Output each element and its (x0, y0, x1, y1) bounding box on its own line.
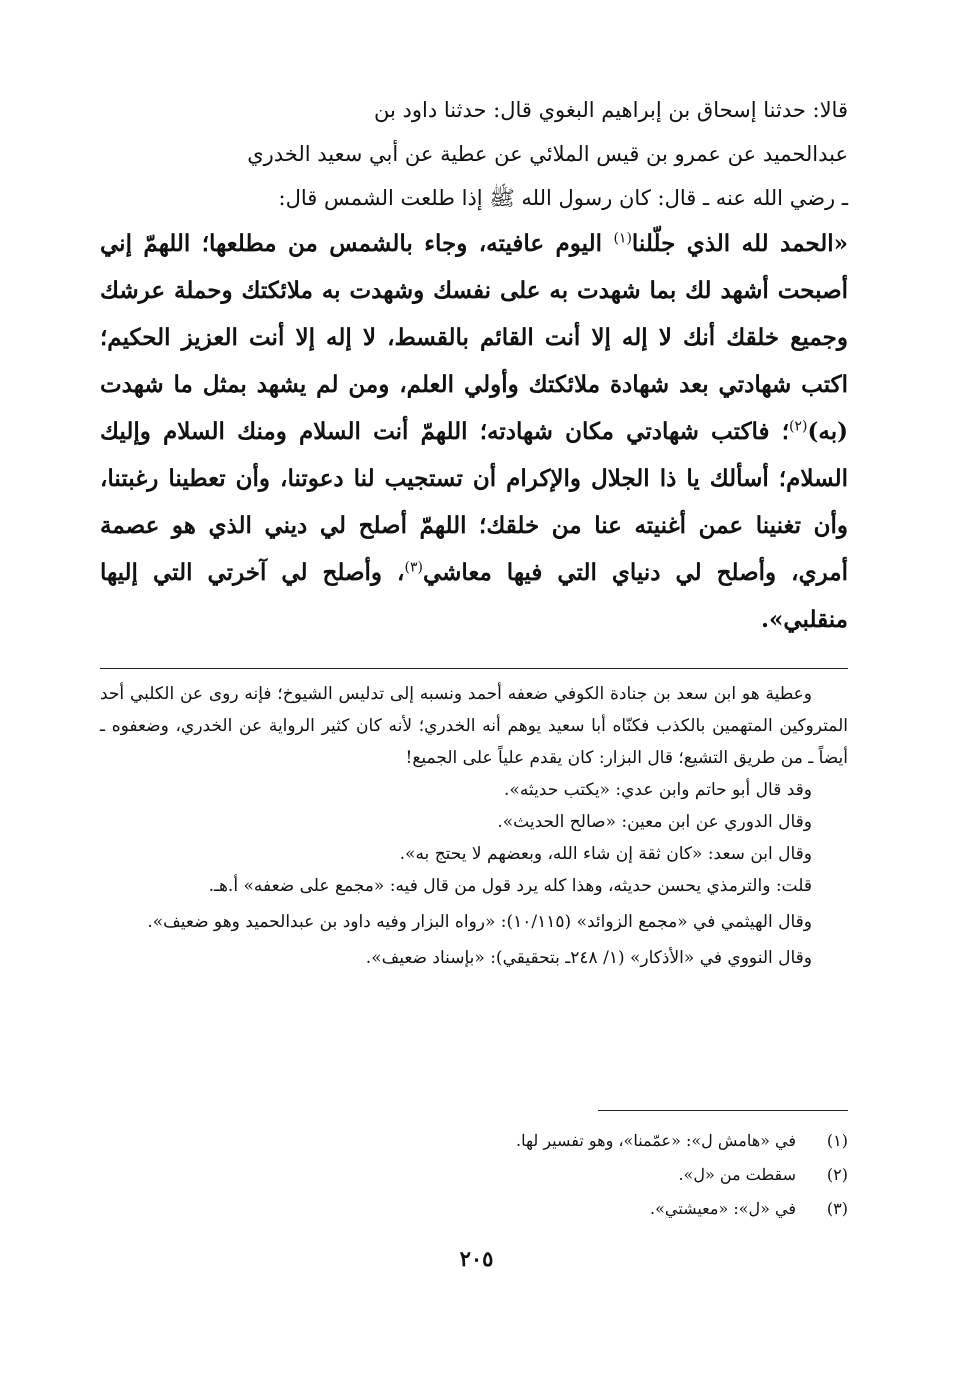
note-paragraph: وقد قال أبو حاتم وابن عدي: «يكتب حديثه». (504, 780, 812, 800)
notes-divider (100, 668, 848, 669)
footnote-ref-3[interactable]: (٣) (404, 559, 423, 576)
footnote-ref-2[interactable]: (٢) (789, 418, 808, 435)
hadith-part: ؛ فاكتب شهادتي مكان شهادته؛ اللهمّ أنت السلام ومنك السلام وإليك السلام؛ أسألك يا ذا الجلال والإكرام أن تستجيب لنا دعوتنا، وأن تعطينا رغبتنا، وأن تغنينا عمن أغنيته عنا من خلقك؛ اللهمّ أصلح لي ديني الذي هو عصمة أمري، وأصلح لي دنياي التي فيها معاشي (100, 418, 848, 586)
page-number: ٢٠٥ (459, 1246, 494, 1271)
note-paragraph: وقال الدوري عن ابن معين: «صالح الحديث». (497, 812, 812, 832)
note-paragraph: وقال النووي في «الأذكار» (١/ ٢٤٨ـ بتحقيقي): «بإسناد ضعيف». (365, 948, 812, 968)
footnote-number: (١) (826, 1131, 848, 1150)
hadith-part: «الحمد لله الذي جلّلنا (631, 230, 848, 257)
note-paragraph: وعطية هو ابن سعد بن جنادة الكوفي ضعفه أحمد ونسبه إلى تدليس الشيوخ؛ فإنه روى عن الكلبي أحد المتروكين المتهمين بالكذب فكنّاه أبا سعيد يوهم أنه الخدري؛ لأنه كان كثير الرواية عن الخدري، وضعفوه ـ أيضاً ـ من طريق التشيع؛ قال البزار: كان يقدم علياً على الجميع! (100, 684, 848, 768)
footnote-text: في «ل»: «معيشتي». (650, 1199, 796, 1218)
footnote-ref-1[interactable]: (١) (613, 230, 632, 247)
note-paragraph: قلت: والترمذي يحسن حديثه، وهذا كله يرد قول من قال فيه: «مجمع على ضعفه» أ.هـ. (208, 876, 812, 896)
intro-line: عبدالحميد عن عمرو بن قيس الملائي عن عطية عن أبي سعيد الخدري (247, 142, 848, 166)
footnotes-divider (598, 1110, 848, 1111)
commentary-notes (100, 678, 848, 974)
hadith-part: ، وأصلح لي آخرتي التي إليها منقلبي». (100, 559, 848, 633)
footnote-number: (٣) (826, 1199, 848, 1218)
footnote-item (100, 1192, 848, 1226)
intro-line: ـ رضي الله عنه ـ قال: كان رسول الله ﷺ إذا طلعت الشمس قال: (278, 186, 848, 210)
footnote-item (100, 1124, 848, 1158)
note-paragraph: وقال ابن سعد: «كان ثقة إن شاء الله، وبعضهم لا يحتج به». (399, 844, 812, 864)
note-paragraph: وقال الهيثمي في «مجمع الزوائد» (١٠/١١٥): «رواه البزار وفيه داود بن عبدالحميد وهو ضعيف». (147, 912, 812, 932)
footnote-text: في «هامش ل»: «عمّمنا»، وهو تفسير لها. (516, 1131, 796, 1150)
hadith-part: اليوم عافيته، وجاء بالشمس من مطلعها؛ اللهمّ إني أصبحت أشهد لك بما شهدت به على نفسك وشهدت به ملائكتك وحملة عرشك وجميع خلقك أنك لا إله إلا أنت القائم بالقسط، لا إله إلا أنت العزيز الحكيم؛ اكتب شهادتي بعد شهادة ملائكتك وأولي العلم، ومن لم يشهد بمثل ما شهدت (به) (100, 230, 848, 445)
footnotes (100, 1124, 848, 1226)
footnote-number: (٢) (826, 1165, 848, 1184)
footnote-item (100, 1158, 848, 1192)
main-text (100, 88, 848, 643)
hadith-text (100, 220, 848, 643)
intro-line: قالا: حدثنا إسحاق بن إبراهيم البغوي قال: حدثنا داود بن (374, 98, 848, 122)
footnote-text: سقطت من «ل». (678, 1165, 796, 1184)
